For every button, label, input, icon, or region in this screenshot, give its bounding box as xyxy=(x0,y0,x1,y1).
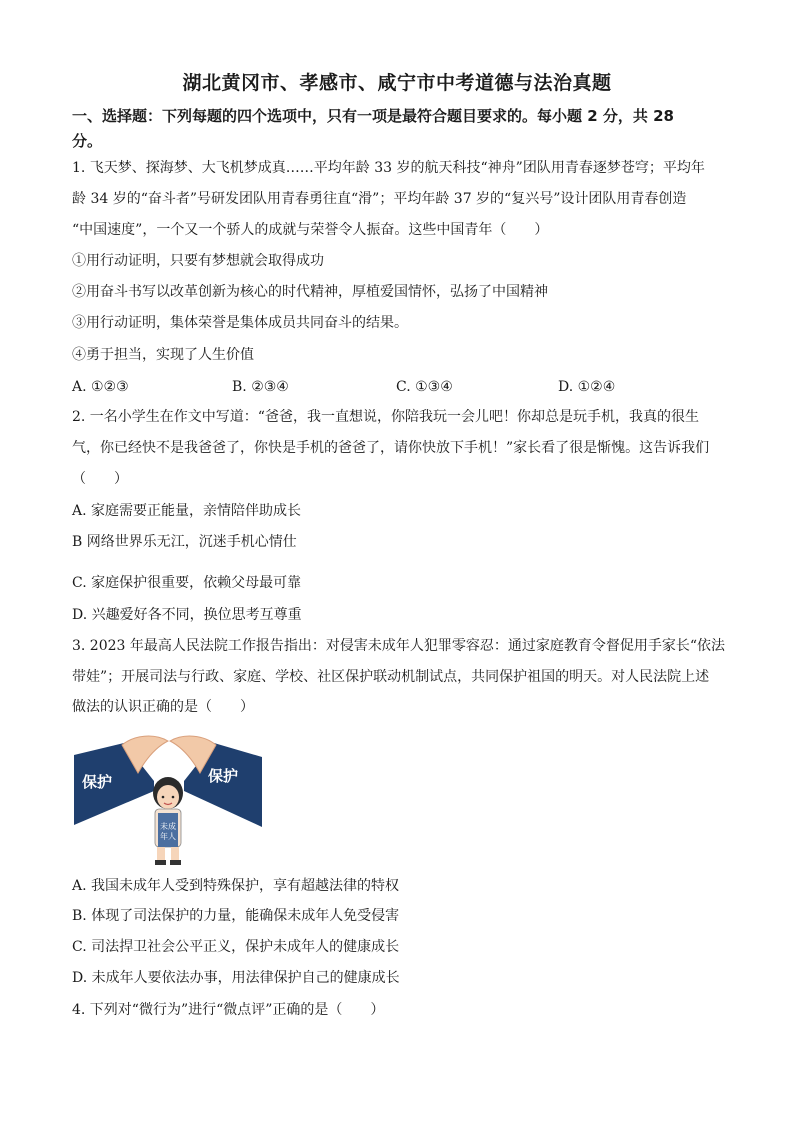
q1-option-b: B. ②③④ xyxy=(232,379,289,395)
section-heading-line2: 分。 xyxy=(72,132,103,150)
q1-option-a: A. ①②③ xyxy=(72,379,129,395)
section-heading-line1: 一、选择题：下列每题的四个选项中，只有一项是最符合题目要求的。每小题 2 分，共 28 xyxy=(72,107,674,125)
q3-option-b: B. 体现了司法保护的力量，能确保未成年人免受侵害 xyxy=(72,908,400,924)
q1-option-c: C. ①③④ xyxy=(396,379,453,395)
page-title: 湖北黄冈市、孝感市、咸宁市中考道德与法治真题 xyxy=(182,72,612,94)
q2-option-b: B 网络世界乐无江，沉迷手机心情仕 xyxy=(72,534,297,550)
q3-stem-line1: 3. 2023 年最高人民法院工作报告指出：对侵害未成年人犯罪零容忍：通过家庭教育令督促用手家长“依法 xyxy=(72,638,726,654)
section-heading xyxy=(72,104,722,154)
right-protect-label: 保护 xyxy=(208,767,239,785)
child-badge-line1: 未成 xyxy=(160,822,176,831)
q1-stem-line1: 1. 飞天梦、探海梦、大飞机梦成真……平均年龄 33 岁的航天科技“神舟”团队用青春逐梦苍穹；平均年 xyxy=(72,160,705,176)
q3-stem-line2: 带娃”；开展司法与行政、家庭、学校、社区保护联动机制试点，共同保护祖国的明天。对人民法院上述 xyxy=(72,669,710,685)
q1-item-1: ①用行动证明，只要有梦想就会取得成功 xyxy=(72,253,324,269)
q2-stem-line2: 气，你已经快不是我爸爸了，你快是手机的爸爸了，请你快放下手机！”家长看了很是惭愧。这告诉我们 xyxy=(72,440,710,456)
q2-stem-line1: 2. 一名小学生在作文中写道：“爸爸，我一直想说，你陪我玩一会儿吧！你却总是玩手机，我真的很生 xyxy=(72,409,699,425)
q2-option-c: C. 家庭保护很重要，依赖父母最可靠 xyxy=(72,575,302,591)
q3-stem-line3: 做法的认识正确的是（ ） xyxy=(72,699,254,715)
left-protect-label: 保护 xyxy=(82,773,113,791)
q1-item-2: ②用奋斗书写以改革创新为核心的时代精神，厚植爱国情怀，弘扬了中国精神 xyxy=(72,284,548,300)
q3-option-c: C. 司法捍卫社会公平正义，保护未成年人的健康成长 xyxy=(72,939,400,955)
child-badge-line2: 年人 xyxy=(160,832,176,841)
q1-stem-line3: “中国速度”，一个又一个骄人的成就与荣誉令人振奋。这些中国青年（ ） xyxy=(72,222,549,238)
q1-item-4: ④勇于担当，实现了人生价值 xyxy=(72,347,254,363)
child-figure xyxy=(153,777,183,865)
q2-option-a: A. 家庭需要正能量，亲情陪伴助成长 xyxy=(72,503,302,519)
q1-stem-line2: 龄 34 岁的“奋斗者”号研发团队用青春勇往直“滑”；平均年龄 37 岁的“复兴号”设计团队用青春创造 xyxy=(72,191,687,207)
q3-option-a: A. 我国未成年人受到特殊保护，享有超越法律的特权 xyxy=(72,878,400,894)
q3-option-d: D. 未成年人要依法办事，用法律保护自己的健康成长 xyxy=(72,970,400,986)
q4-stem: 4. 下列对“微行为”进行“微点评”正确的是（ ） xyxy=(72,1002,385,1018)
protection-illustration xyxy=(72,733,264,867)
q1-option-d: D. ①②④ xyxy=(558,379,616,395)
q2-stem-line3: （ ） xyxy=(72,471,128,487)
q2-option-d: D. 兴趣爱好各不同，换位思考互尊重 xyxy=(72,607,302,623)
q1-item-3: ③用行动证明，集体荣誉是集体成员共同奋斗的结果。 xyxy=(72,315,408,331)
